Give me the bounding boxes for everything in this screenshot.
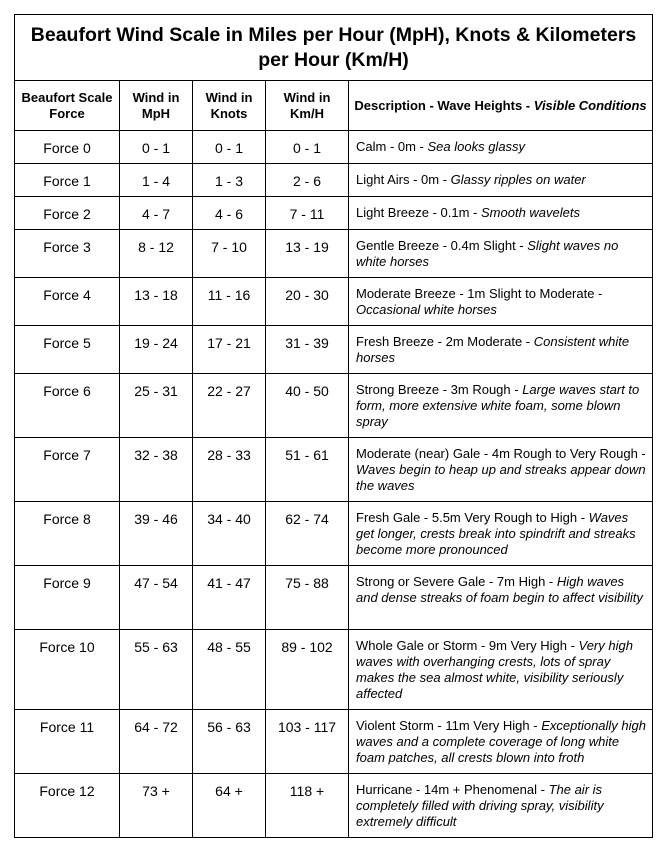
table-row	[15, 774, 653, 838]
cell-description	[349, 326, 653, 374]
header-knots: Wind in Knots	[193, 81, 266, 131]
cell-force: Force 10	[15, 630, 120, 710]
header-kmh: Wind in Km/H	[266, 81, 349, 131]
description-plain: Gentle Breeze - 0.4m Slight -	[356, 238, 528, 253]
cell-force: Force 6	[15, 374, 120, 438]
cell-knots: 17 - 21	[193, 326, 266, 374]
cell-kmh: 2 - 6	[266, 164, 349, 197]
description-plain: Light Breeze - 0.1m -	[356, 205, 481, 220]
cell-knots: 1 - 3	[193, 164, 266, 197]
table-row	[15, 630, 653, 710]
description-italic: Very high waves with overhanging crests, lots of spray makes the sea almost white, visibility seriously affected	[356, 638, 633, 701]
cell-knots: 48 - 55	[193, 630, 266, 710]
cell-force: Force 0	[15, 131, 120, 164]
cell-knots: 64 +	[193, 774, 266, 838]
cell-mph: 32 - 38	[120, 438, 193, 502]
cell-mph: 55 - 63	[120, 630, 193, 710]
description-italic: Glassy ripples on water	[450, 172, 586, 187]
header-row	[15, 81, 653, 131]
cell-kmh: 7 - 11	[266, 197, 349, 230]
header-description	[349, 81, 653, 131]
cell-description	[349, 710, 653, 774]
description-italic: Exceptionally high waves and a complete coverage of long white foam patches, all crests blown into froth	[356, 718, 646, 765]
table-title: Beaufort Wind Scale in Miles per Hour (MpH), Knots & Kilometers per Hour (Km/H)	[15, 15, 653, 81]
table-row	[15, 566, 653, 630]
description-plain: Violent Storm - 11m Very High -	[356, 718, 542, 733]
description-plain: Moderate (near) Gale - 4m Rough to Very Rough -	[356, 446, 646, 461]
cell-mph: 39 - 46	[120, 502, 193, 566]
cell-mph: 1 - 4	[120, 164, 193, 197]
cell-kmh: 103 - 117	[266, 710, 349, 774]
cell-knots: 41 - 47	[193, 566, 266, 630]
table-row	[15, 438, 653, 502]
cell-knots: 11 - 16	[193, 278, 266, 326]
description-italic: Sea looks glassy	[427, 139, 526, 154]
cell-force: Force 9	[15, 566, 120, 630]
table-row	[15, 164, 653, 197]
cell-knots: 4 - 6	[193, 197, 266, 230]
cell-description	[349, 438, 653, 502]
cell-force: Force 1	[15, 164, 120, 197]
header-force: Beaufort Scale Force	[15, 81, 120, 131]
description-italic: Waves begin to heap up and streaks appear down the waves	[356, 462, 646, 493]
beaufort-table	[14, 14, 653, 838]
description-italic: Slight waves no white horses	[356, 238, 619, 269]
cell-knots: 7 - 10	[193, 230, 266, 278]
description-italic: The air is completely filled with driving spray, visibility extremely difficult	[356, 782, 604, 829]
description-plain: Strong or Severe Gale - 7m High -	[356, 574, 557, 589]
cell-description	[349, 164, 653, 197]
table-body	[15, 131, 653, 838]
header-mph: Wind in MpH	[120, 81, 193, 131]
cell-description	[349, 566, 653, 630]
cell-description	[349, 374, 653, 438]
description-italic: Smooth wavelets	[481, 205, 580, 220]
header-description-italic: Visible Conditions	[533, 97, 647, 113]
cell-force: Force 8	[15, 502, 120, 566]
cell-kmh: 31 - 39	[266, 326, 349, 374]
description-plain: Fresh Breeze - 2m Moderate -	[356, 334, 534, 349]
cell-force: Force 7	[15, 438, 120, 502]
cell-force: Force 12	[15, 774, 120, 838]
table-row	[15, 197, 653, 230]
cell-mph: 19 - 24	[120, 326, 193, 374]
cell-knots: 56 - 63	[193, 710, 266, 774]
table-row	[15, 131, 653, 164]
cell-description	[349, 630, 653, 710]
cell-force: Force 2	[15, 197, 120, 230]
cell-kmh: 118 +	[266, 774, 349, 838]
description-italic: High waves and dense streaks of foam begin to affect visibility	[356, 574, 643, 605]
cell-description	[349, 131, 653, 164]
table-row	[15, 374, 653, 438]
table-row	[15, 230, 653, 278]
description-italic: Waves get longer, crests break into spindrift and streaks become more pronounced	[356, 510, 636, 557]
cell-mph: 4 - 7	[120, 197, 193, 230]
description-italic: Consistent white horses	[356, 334, 630, 365]
cell-mph: 73 +	[120, 774, 193, 838]
cell-force: Force 4	[15, 278, 120, 326]
table-row	[15, 326, 653, 374]
cell-kmh: 13 - 19	[266, 230, 349, 278]
beaufort-scale-sheet	[14, 14, 652, 838]
cell-mph: 8 - 12	[120, 230, 193, 278]
cell-mph: 47 - 54	[120, 566, 193, 630]
header-description-plain: Description - Wave Heights -	[354, 97, 534, 113]
description-italic: Occasional white horses	[356, 302, 497, 317]
description-plain: Whole Gale or Storm - 9m Very High -	[356, 638, 579, 653]
cell-kmh: 20 - 30	[266, 278, 349, 326]
table-row	[15, 710, 653, 774]
description-plain: Hurricane - 14m + Phenomenal -	[356, 782, 549, 797]
cell-knots: 22 - 27	[193, 374, 266, 438]
cell-mph: 64 - 72	[120, 710, 193, 774]
cell-kmh: 62 - 74	[266, 502, 349, 566]
cell-mph: 25 - 31	[120, 374, 193, 438]
cell-knots: 34 - 40	[193, 502, 266, 566]
cell-description	[349, 774, 653, 838]
cell-knots: 0 - 1	[193, 131, 266, 164]
description-plain: Strong Breeze - 3m Rough -	[356, 382, 523, 397]
description-plain: Fresh Gale - 5.5m Very Rough to High -	[356, 510, 589, 525]
cell-force: Force 11	[15, 710, 120, 774]
description-italic: Large waves start to form, more extensive white foam, some blown spray	[356, 382, 640, 429]
cell-knots: 28 - 33	[193, 438, 266, 502]
table-row	[15, 278, 653, 326]
cell-mph: 0 - 1	[120, 131, 193, 164]
cell-description	[349, 197, 653, 230]
table-row	[15, 502, 653, 566]
cell-force: Force 5	[15, 326, 120, 374]
cell-kmh: 0 - 1	[266, 131, 349, 164]
cell-description	[349, 230, 653, 278]
cell-kmh: 89 - 102	[266, 630, 349, 710]
description-plain: Moderate Breeze - 1m Slight to Moderate -	[356, 286, 603, 301]
cell-kmh: 40 - 50	[266, 374, 349, 438]
description-plain: Light Airs - 0m -	[356, 172, 451, 187]
description-plain: Calm - 0m -	[356, 139, 428, 154]
cell-description	[349, 278, 653, 326]
cell-force: Force 3	[15, 230, 120, 278]
cell-kmh: 51 - 61	[266, 438, 349, 502]
cell-kmh: 75 - 88	[266, 566, 349, 630]
cell-mph: 13 - 18	[120, 278, 193, 326]
cell-description	[349, 502, 653, 566]
